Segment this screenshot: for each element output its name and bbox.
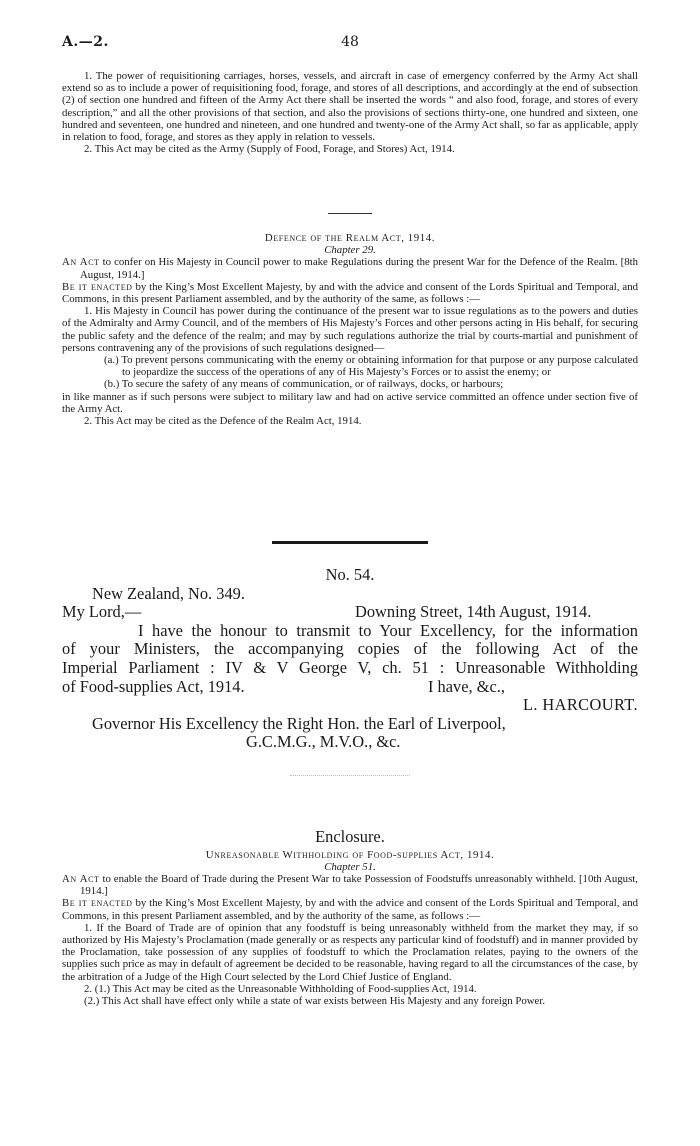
- enclosure-section-2-1: 2. (1.) This Act may be cited as the Unreasonable Withholding of Food-supplies Act, 1914.: [84, 982, 477, 995]
- army-act-section-2: 2. This Act may be cited as the Army (Supply of Food, Forage, and Stores) Act, 1914.: [84, 143, 455, 156]
- enacting-rest: by the King’s Most Excellent Majesty, by and with the advice and consent of the Lords Spiritual and Temporal, and Commons, in this present Parliament assembled, and by the authority of the same, as follows :—: [62, 280, 638, 306]
- thick-divider: [272, 541, 428, 544]
- salutation-line: [62, 603, 638, 622]
- closing: I have, &c.,: [428, 676, 505, 696]
- faint-divider: [290, 775, 410, 776]
- enclosure-section-1: 1. If the Board of Trade are of opinion that any foodstuff is being unreasonably withheld from the market they may, if so authorized by His Majesty’s Proclamation (made generally or as respects any particular kind of foodstuff) and in manner provided by the Proclamation, take possession of any supplies of foodstuff to which the Proclamation relates, paying to the owners of the supplies such price as may in default of agreement be decided to be reasonable, having regard to all the circumstances of the case, by the arbitration of a Judge of the High Court selected by the Lord Chief Justice of England.: [62, 921, 638, 983]
- addressee-line-1: Governor His Excellency the Right Hon. the Earl of Liverpool,: [92, 713, 506, 733]
- enclosure-act: [62, 849, 638, 1008]
- army-act-section-1: 1. The power of requisitioning carriages, horses, vessels, and aircraft in case of emergency conferred by the Army Act shall extend so as to include a power of requisitioning food, forage, and stores of all descriptions, and accordingly at the end of subsection (2) of section one hundred and fifteen of the Army Act there shall be inserted the words “ and also food, forage, and stores of every description,” and all the other provisions of that section, and also the provisions of sections thirty-one, one hundred and sixteen, one hundred and seventeen, one hundred and nineteen, and one hundred and twenty-one of the Army Act shall, so far as applicable, apply in relation to food, forage, and stores as they apply in relation to vessels.: [62, 70, 638, 144]
- page-number: 48: [341, 34, 359, 50]
- defence-act-section-1: 1. His Majesty in Council has power during the continuance of the present war to issue regulations as to the powers and duties of the Admiralty and Army Council, and of the members of His Majesty’s Forces and other persons acting in His behalf, for securing the public safety and the defence of the realm; and may by such regulations authorize the trial by courts-martial and punishment of persons contravening any of the provisions of such regulations designed—: [62, 305, 638, 354]
- letter-body-line-2: of your Ministers, the accompanying copies of the following Act of the: [62, 639, 638, 659]
- despatch-letter: [62, 566, 638, 752]
- section-divider: [328, 213, 372, 214]
- salutation: My Lord,—: [62, 602, 142, 622]
- enclosure-long-title-rest: to enable the Board of Trade during the Present War to take Possession of Foodstuffs unreasonably withheld. [10th August, 1914.]: [80, 873, 638, 898]
- defence-of-realm-act: [62, 232, 638, 427]
- enclosure-enacting-rest: by the King’s Most Excellent Majesty, by and with the advice and consent of the Lords Spiritual and Temporal, and Commons, in this present Parliament assembled, and by the authority of the same, as follows :—: [62, 897, 638, 922]
- letter-body-line-4: [62, 678, 638, 697]
- place-date: Downing Street, 14th August, 1914.: [355, 602, 592, 622]
- enclosure-act-chapter: Chapter 51.: [324, 860, 376, 873]
- act-chapter: Chapter 29.: [324, 244, 376, 257]
- enacting-lead: Be it enacted: [62, 280, 133, 293]
- enclosure-long-title: [62, 873, 638, 897]
- letter-body-line-3: Imperial Parliament : IV & V George V, ch. 51 : Unreasonable Withholding: [62, 657, 638, 677]
- despatch-recipient: New Zealand, No. 349.: [92, 583, 245, 603]
- enclosure-section-2-2: (2.) This Act shall have effect only while a state of war exists between His Majesty and any foreign Power.: [84, 995, 546, 1008]
- enclosure-enacting-clause: [62, 897, 638, 921]
- enclosure-long-title-lead: An Act: [62, 873, 100, 885]
- defence-act-item-a: (a.) To prevent persons communicating with the enemy or obtaining information for that purpose or any purpose calculated to jeopardize the success of the operations of any of His Majesty’s Forces or to assist the enemy; or: [104, 354, 638, 379]
- document-reference: A.—2.: [62, 34, 109, 50]
- defence-act-tail: in like manner as if such persons were subject to military law and had on active service committed an offence under section five of the Army Act.: [62, 390, 638, 415]
- letter-body-line-1: I have the honour to transmit to Your Excellency, for the information: [138, 620, 638, 640]
- enclosure-heading: Enclosure.: [315, 827, 385, 846]
- act-title: Defence of the Realm Act, 1914.: [264, 232, 436, 244]
- defence-act-section-2: 2. This Act may be cited as the Defence of the Realm Act, 1914.: [84, 415, 362, 428]
- army-supply-act-text: [62, 70, 638, 155]
- enclosure: [62, 828, 638, 1007]
- letter-body-line-4-text: of Food-supplies Act, 1914.: [62, 676, 245, 696]
- long-title-rest: to confer on His Majesty in Council power to make Regulations during the present War for the Defence of the Realm. [8th August, 1914.]: [80, 256, 638, 281]
- running-head: [62, 34, 638, 54]
- enacting-clause: [62, 281, 638, 305]
- long-title-lead: An Act: [62, 256, 100, 269]
- enclosure-act-title: Unreasonable Withholding of Food-supplies Act, 1914.: [205, 848, 495, 861]
- act-long-title: [62, 256, 638, 280]
- defence-act-item-b: (b.) To secure the safety of any means of communication, or of railways, docks, or harbours;: [104, 378, 504, 391]
- addressee-line-2: G.C.M.G., M.V.O., &c.: [246, 732, 401, 752]
- despatch-number: No. 54.: [325, 565, 375, 584]
- signature: L. HARCOURT.: [522, 695, 638, 715]
- enclosure-enacting-lead: Be it enacted: [62, 897, 133, 910]
